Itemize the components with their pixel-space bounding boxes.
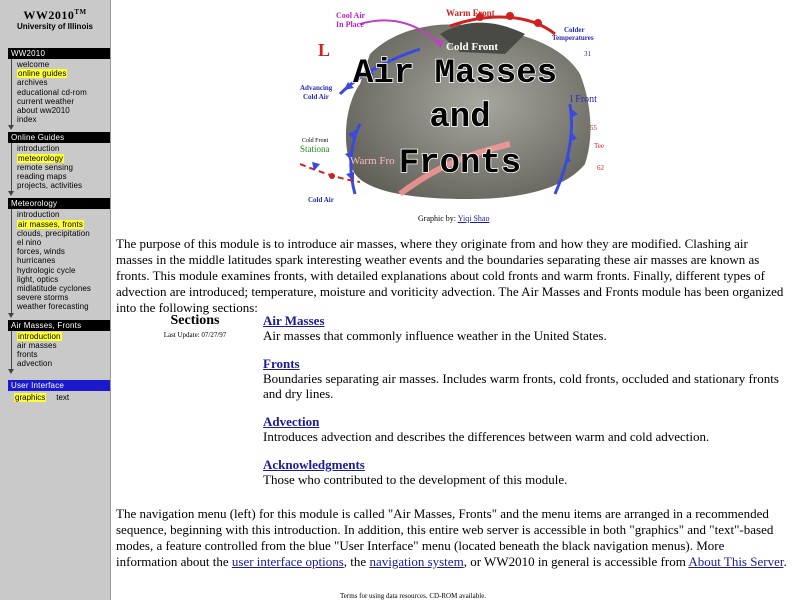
caption-author-link[interactable]: Yiqi Shao xyxy=(457,214,490,223)
sidebar-item-label: welcome xyxy=(17,60,50,69)
label-cool-air: Cool Air xyxy=(336,11,366,20)
logo-name: WW2010 xyxy=(23,8,75,22)
logo-tm: TM xyxy=(74,8,87,16)
sidebar-item-label: el nino xyxy=(17,238,42,248)
user-interface-options-link[interactable]: user interface options xyxy=(231,554,344,569)
sidebar-item[interactable] xyxy=(17,284,110,293)
label-in-place: In Place xyxy=(336,20,364,29)
sidebar-item-label: educational cd-rom xyxy=(17,87,87,97)
label-warm-front-top: Warm Front xyxy=(446,8,495,18)
user-interface-menu xyxy=(8,380,110,402)
label-t62: 62 xyxy=(597,164,604,172)
sidebar-item[interactable] xyxy=(17,359,110,368)
sidebar-item-label: clouds, precipitation xyxy=(17,228,90,238)
menu-title: WW2010 xyxy=(8,48,110,59)
sidebar-item[interactable] xyxy=(17,220,110,229)
sidebar-item[interactable] xyxy=(17,256,110,265)
menu-arrow-icon xyxy=(8,369,14,374)
sidebar-item-label: remote sensing xyxy=(17,162,74,172)
sidebar-item[interactable] xyxy=(17,60,110,69)
sidebar-item[interactable] xyxy=(17,78,110,87)
sidebar-item-label: air masses xyxy=(17,340,57,350)
label-warm-fro: Warm Fro xyxy=(350,155,395,167)
nav-text-3: , or WW2010 in general is accessible from xyxy=(463,554,689,569)
sidebar xyxy=(0,0,111,600)
sidebar-item-label: archives xyxy=(17,78,48,88)
sidebar-item-label: index xyxy=(17,115,37,125)
navigation-paragraph xyxy=(116,506,788,570)
sidebar-item-label: light, optics xyxy=(17,274,59,284)
intro-paragraph: The purpose of this module is to introduce air masses, where they originate from and how they are modified. Clashing air masses in the middle latitudes spark interesting weather events and the boundaries separating these air masses are known as fronts. This module examines fronts, with detailed explanations about cold fronts and warm fronts. Finally, different types of advection are introduced; temperature, moisture and voriticity advection. The Air Masses and Fronts module has been organized into the following sections: xyxy=(116,236,784,315)
sidebar-item-label: online guides xyxy=(18,69,67,79)
warm-front-bump xyxy=(534,19,542,27)
sidebar-item-label: reading maps xyxy=(17,172,67,182)
label-advancing: Advancing xyxy=(300,84,333,92)
sidebar-item[interactable] xyxy=(17,302,110,311)
sidebar-item-label: midlatitude cyclones xyxy=(17,284,92,294)
sidebar-item-label: current weather xyxy=(17,96,75,106)
menu-title: Air Masses, Fronts xyxy=(8,320,110,331)
ww2010-logo[interactable] xyxy=(0,0,110,46)
section-link-fronts[interactable]: Fronts xyxy=(263,356,300,371)
sidebar-item[interactable] xyxy=(17,293,110,302)
menu-title: Online Guides xyxy=(8,132,110,143)
sidebar-item[interactable] xyxy=(17,88,110,97)
stationary-bump xyxy=(329,173,335,179)
sidebar-item-label: fronts xyxy=(17,350,38,360)
user-interface-menu-title: User Interface xyxy=(8,380,110,391)
section-item xyxy=(263,414,783,444)
sidebar-item-label: about ww2010 xyxy=(17,106,70,116)
section-item xyxy=(263,313,783,343)
sidebar-item[interactable] xyxy=(17,332,110,341)
label-temp31: 31 xyxy=(584,50,591,58)
sidebar-item[interactable] xyxy=(17,181,110,190)
section-link-air-masses[interactable]: Air Masses xyxy=(263,313,325,328)
section-desc: Those who contributed to the development of this module. xyxy=(263,472,568,487)
sidebar-item-label: introduction xyxy=(17,210,60,220)
figure-title-line-1: Air Masses xyxy=(352,55,558,93)
sidebar-item[interactable] xyxy=(17,229,110,238)
sidebar-item-label: meteorology xyxy=(18,153,64,163)
section-desc: Air masses that commonly influence weather in the United States. xyxy=(263,328,607,343)
sidebar-item[interactable] xyxy=(17,210,110,219)
sidebar-item-label: hurricanes xyxy=(17,256,56,266)
sidebar-item-label: introduction xyxy=(18,331,61,341)
label-L: L xyxy=(318,40,331,60)
sidebar-item-label: advection xyxy=(17,359,53,369)
nav-text-1: The navigation menu (left) for this module is called "Air Masses, Fronts" and the menu items are arranged in a recommended sequence, beginning with this introduction. In addition, this entire web server is accessible in both "graphics" and "text"-based modes, a feature controlled from the blue "User Interface" menu (located beneath the black navigation menus). More information about the xyxy=(116,506,774,569)
sidebar-item-label: weather forecasting xyxy=(17,302,89,312)
air-masses-fronts-graphic xyxy=(300,4,610,204)
footer-text: Terms for using data resources. CD-ROM available. xyxy=(340,592,487,600)
label-tee: Tee xyxy=(594,142,605,150)
caption-prefix: Graphic by: xyxy=(418,214,456,223)
sidebar-item-label: severe storms xyxy=(17,293,69,303)
section-item xyxy=(263,356,783,401)
sidebar-item[interactable] xyxy=(17,97,110,106)
sidebar-item[interactable] xyxy=(17,247,110,256)
sidebar-item-label: air masses, fronts xyxy=(18,219,83,229)
sidebar-item[interactable] xyxy=(17,115,110,124)
sections-title: Sections xyxy=(170,313,220,328)
menu-title: Meteorology xyxy=(8,198,110,209)
navigation-system-link[interactable]: navigation system xyxy=(369,554,464,569)
sidebar-item[interactable] xyxy=(17,275,110,284)
label-stationa: Stationa xyxy=(300,144,330,154)
label-colder: Colder xyxy=(564,26,585,34)
weather-map-graphic xyxy=(300,4,610,204)
section-link-acknowledgments[interactable]: Acknowledgments xyxy=(263,457,365,472)
menu-arrow-icon xyxy=(8,125,14,130)
about-this-server-link[interactable]: About This Server xyxy=(688,554,784,569)
sidebar-item[interactable] xyxy=(17,172,110,181)
label-cold-front-left: Cold Front xyxy=(302,138,329,144)
label-t55: 55 xyxy=(590,124,597,132)
graphics-mode-link[interactable]: graphics xyxy=(15,393,46,403)
nav-text-2: , the xyxy=(343,554,370,569)
sidebar-item[interactable] xyxy=(17,106,110,115)
sidebar-item-label: introduction xyxy=(17,144,60,154)
nav-text-4: . xyxy=(783,554,787,569)
label-temperatures: Temperatures xyxy=(552,34,594,42)
nav-menus xyxy=(8,48,110,372)
graphic-caption xyxy=(418,214,489,223)
sidebar-item[interactable] xyxy=(17,238,110,247)
menu-items xyxy=(11,209,110,315)
figure-title-line-2: and xyxy=(429,99,491,137)
sidebar-item[interactable] xyxy=(17,341,110,350)
sections-list xyxy=(263,313,783,500)
figure-title-line-3: Fronts xyxy=(398,145,522,183)
label-cold-air-bottom: Cold Air xyxy=(308,196,334,204)
section-desc: Boundaries separating air masses. Includes warm fronts, cold fronts, occluded and stationary fronts and dry lines. xyxy=(263,371,779,401)
warm-front-bump xyxy=(506,12,514,20)
logo-university: University of Illinois xyxy=(16,22,93,31)
section-item xyxy=(263,457,783,487)
sidebar-item[interactable] xyxy=(17,144,110,153)
label-cold-front-top: Cold Front xyxy=(446,41,499,53)
sidebar-item[interactable] xyxy=(17,266,110,275)
menu-arrow-icon xyxy=(8,191,14,196)
text-mode-link[interactable]: text xyxy=(56,393,70,403)
menu-arrow-icon xyxy=(8,313,14,318)
sidebar-item-label: projects, activities xyxy=(17,181,83,191)
label-front-right: l Front xyxy=(570,94,597,105)
section-link-advection[interactable]: Advection xyxy=(263,414,320,429)
menu-items xyxy=(11,331,110,373)
sidebar-item-label: forces, winds xyxy=(17,247,65,257)
menu-items xyxy=(11,143,110,194)
menu-items xyxy=(11,59,110,128)
sections-header xyxy=(160,313,230,339)
label-cold-air-left: Cold Air xyxy=(303,93,329,101)
sidebar-item[interactable] xyxy=(17,350,110,359)
sidebar-item[interactable] xyxy=(17,154,110,163)
last-update: Last Update: 07/27/97 xyxy=(163,331,227,339)
section-desc: Introduces advection and describes the differences between warm and cold advection. xyxy=(263,429,710,444)
sidebar-item[interactable] xyxy=(17,163,110,172)
sidebar-item-label: hydrologic cycle xyxy=(17,265,76,275)
sidebar-item[interactable] xyxy=(17,69,110,78)
